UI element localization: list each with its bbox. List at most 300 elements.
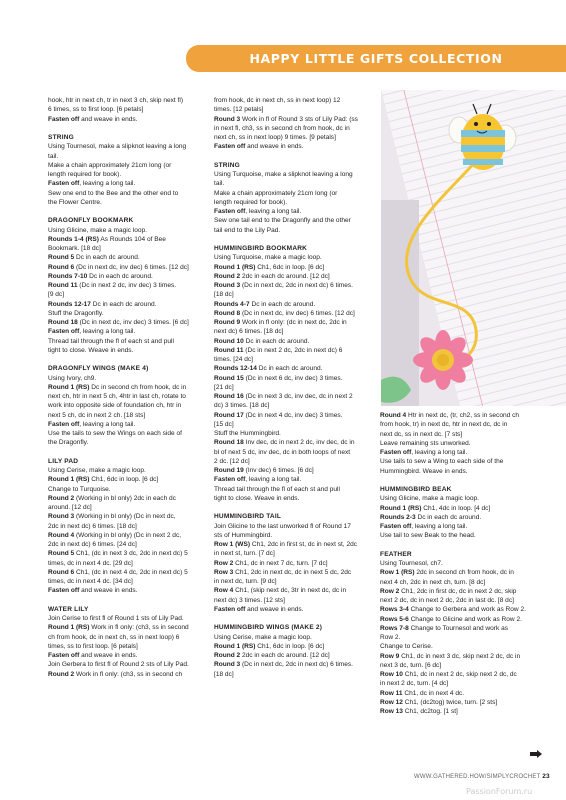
instruction-line (48, 142, 208, 151)
step-text: Change to Turquoise. (48, 485, 111, 493)
instruction-line (380, 679, 540, 688)
step-text: times, dc in next 4 dc. [34 dc] (48, 578, 133, 585)
instruction-line (214, 411, 374, 420)
instruction-line (214, 392, 374, 401)
step-text: length required for book). (214, 198, 288, 206)
step-label: Rounds 7-10 (48, 272, 88, 280)
step-label: Fasten off (48, 587, 80, 595)
instruction-line (214, 429, 374, 438)
step-text: [18 dc] (214, 670, 234, 678)
step-text: Thread tail through the fl of each st and pull (214, 485, 340, 493)
step-text: Dc in each dc around. (415, 513, 482, 521)
step-text: and weave in ends. (79, 587, 138, 595)
step-text: 2dc in next dc) 6 times. [24 dc] (48, 541, 137, 548)
instruction-line (214, 216, 374, 225)
step-label: Fasten off (214, 208, 246, 215)
step-text: Sew one tail end to the Dragonfly and the other (214, 217, 351, 225)
instruction-line (214, 207, 374, 216)
instruction-line (214, 438, 374, 447)
instruction-line (48, 152, 208, 161)
step-label: Rows 3-4 (380, 606, 409, 614)
step-text: tail end to the Lily Pad. (214, 226, 281, 234)
step-label: Row 1 (RS) (380, 569, 415, 577)
step-text: next dc, ss in next dc. [7 sts] (380, 430, 463, 438)
instruction-line (380, 605, 540, 614)
step-text: in next dc, turn. [9 dc] (214, 578, 277, 585)
step-text: 2dc in each dc around. [12 dc] (240, 272, 330, 280)
step-text: Ch1, dc in next 7 dc, turn. [7 dc] (233, 559, 328, 567)
step-text: 2dc in second ch from hook, dc in (414, 569, 514, 577)
instruction-line (214, 540, 374, 549)
instruction-line (48, 651, 208, 660)
step-label: Fasten off (48, 328, 80, 336)
step-text: and weave in ends. (245, 143, 304, 151)
section-dragonfly-bookmark (48, 216, 208, 355)
step-text: Change to Cerise. (380, 643, 433, 651)
step-text: , leaving a long tail. (411, 523, 468, 530)
step-text: Work in fl only: (dc in next dc, 2dc in (240, 319, 347, 326)
section-continued (380, 411, 540, 476)
instruction-line (214, 448, 374, 457)
instruction-line (214, 466, 374, 475)
section-water-lily (48, 605, 208, 679)
step-text: next ch, ss in next loop) 9 times. [9 petals] (214, 134, 336, 141)
step-label: Row 2 (380, 587, 400, 595)
step-text: Join Glicine to the last unworked fl of Round 17 (214, 522, 351, 530)
step-text: Ch1, (dc in next 4 dc, 2dc in next dc) 5 (74, 568, 188, 576)
instruction-line (48, 383, 208, 392)
instruction-line (214, 383, 374, 392)
step-text: Change to Tournesol and work as (408, 624, 508, 632)
instruction-line (214, 290, 374, 299)
column-middle (214, 96, 374, 688)
step-text: Using Glicine, make a magic loop. (380, 495, 479, 503)
step-label: Round 15 (214, 374, 244, 382)
instruction-line (214, 401, 374, 410)
step-label: Row 9 (380, 652, 400, 660)
instruction-line (214, 179, 374, 188)
instruction-line (48, 263, 208, 272)
banner-title: HAPPY LITTLE GIFTS COLLECTION (249, 51, 503, 66)
instruction-line (48, 253, 208, 262)
section-hummingbird-beak (380, 485, 540, 541)
step-text: and weave in ends. (79, 652, 138, 659)
step-text: Dc in each dc around. (243, 337, 310, 345)
section-heading: WATER LILY (48, 605, 89, 613)
step-text: Inv dec, dc in next 2 dc, inv dec, dc in (243, 439, 355, 447)
instruction-line (48, 337, 208, 346)
instruction-line (380, 587, 540, 596)
step-label: Round 4 (380, 412, 407, 419)
step-text: , leaving a long tail. (79, 328, 136, 336)
step-text: length required for book). (48, 171, 122, 178)
instruction-line (214, 337, 374, 346)
step-text: Make a chain approximately 21cm long (or (48, 161, 172, 169)
step-text: Row 2. (380, 634, 401, 641)
instruction-line (214, 642, 374, 651)
step-label: Row 11 (380, 689, 403, 697)
step-text: and weave in ends. (245, 605, 304, 613)
column-right (380, 411, 540, 726)
step-text: (Dc in next dc, 2dc in next dc) 6 times. (240, 661, 353, 669)
section-heading: HUMMINGBIRD BEAK (380, 486, 452, 493)
step-text: from hook, tr) in next dc, htr in next dc, dc in (380, 421, 508, 429)
instruction-line (214, 115, 374, 124)
step-label: Round 1 (RS) (214, 642, 256, 650)
continue-arrow-icon (530, 750, 542, 758)
instruction-line (380, 494, 540, 503)
step-label: Round 9 (214, 319, 241, 326)
step-text: Ch1, 2dc in next dc, dc in next 5 dc, 2dc (233, 568, 352, 576)
step-text: Ch1, 6dc in loop. [6 dc] (89, 476, 159, 484)
instruction-line (214, 327, 374, 336)
step-label: Round 2 (48, 494, 75, 502)
step-text: next dc) 3 times. [12 sts] (214, 596, 285, 604)
instruction-line (380, 411, 540, 420)
step-text: the Dragonfly. (48, 439, 89, 447)
step-text: Work in fl of Round 3 sts of Lily Pad: (ss (240, 115, 358, 123)
step-text: [15 dc] (214, 420, 234, 428)
step-label: Rows 7-8 (380, 624, 409, 632)
instruction-line (214, 457, 374, 466)
step-text: next 4 ch, 2dc in next ch, turn. [8 dc] (380, 578, 486, 586)
step-label: Round 1 (RS) (48, 383, 90, 391)
step-text: the Flower Centre. (48, 198, 102, 206)
step-text: (Dc in next 4 dc, inv dec) 3 times. (243, 411, 343, 419)
instruction-line (214, 355, 374, 364)
step-text: and weave in ends. (79, 115, 138, 123)
step-label: Round 19 (214, 467, 244, 474)
instruction-line (48, 401, 208, 410)
section-heading: FEATHER (380, 550, 412, 558)
page-footer (414, 773, 550, 780)
step-text: Work in fl only: (ch3, ss in second (89, 624, 189, 632)
instruction-line (380, 642, 540, 651)
step-text: (Working in bl only) (Dc in next 2 dc, (74, 531, 182, 539)
step-text: dc) 3 times. [18 dc] (214, 402, 270, 410)
step-text: Use tail to sew Beak to the head. (380, 532, 476, 540)
step-text: [21 dc] (214, 383, 234, 391)
instruction-line (48, 633, 208, 642)
step-text: 2dc in next dc) 6 times. [18 dc] (48, 522, 137, 530)
step-text: (Dc in next 2 dc, inv dec) 3 times. (77, 282, 177, 289)
instruction-line (380, 633, 540, 642)
step-text: Using Cerise, make a magic loop. (214, 633, 312, 641)
step-text: Ch1, (dc2tog) twice, turn. [2 sts] (402, 698, 498, 706)
step-label: Round 5 (48, 550, 75, 558)
instruction-line (214, 281, 374, 290)
step-text: Ch1, dc in next 2 dc, skip next 2 dc, dc (402, 671, 517, 678)
instruction-line (380, 661, 540, 670)
step-label: Rounds 1-4 (RS) (48, 235, 99, 243)
instruction-line (214, 253, 374, 262)
instruction-line (48, 374, 208, 383)
step-label: Round 10 (214, 337, 244, 345)
step-label: Round 11 (214, 346, 244, 354)
step-label: Round 6 (48, 568, 75, 576)
instruction-line (48, 170, 208, 179)
step-label: Rounds 4-7 (214, 300, 250, 308)
instruction-line (214, 374, 374, 383)
instruction-line (48, 96, 208, 105)
step-text: (Inv dec) 6 times. [6 dc] (243, 467, 314, 474)
instruction-line (380, 707, 540, 716)
step-label: Row 13 (380, 708, 403, 715)
footer-url: WWW.GATHERED.HOW/SIMPLYCROCHET (414, 774, 541, 780)
instruction-line (380, 531, 540, 540)
step-label: Round 2 (214, 272, 241, 280)
instruction-line (380, 578, 540, 587)
step-text: Ch1, 6dc in loop. [6 dc] (255, 642, 325, 650)
instruction-line (380, 698, 540, 707)
step-text: Make a chain approximately 21cm long (or (214, 189, 338, 197)
instruction-line (214, 559, 374, 568)
instruction-line (214, 272, 374, 281)
step-text: tail. (214, 180, 225, 188)
step-text: (Working in bl only) (Dc in next dc, (74, 513, 176, 521)
instruction-line (214, 189, 374, 198)
step-text: tight to close. Weave in ends. (48, 346, 134, 354)
instruction-line (48, 411, 208, 420)
instruction-line (214, 485, 374, 494)
step-label: Round 11 (48, 282, 78, 289)
instruction-line (214, 133, 374, 142)
step-text: Using Tournesol, ch7. (380, 560, 443, 567)
step-label: Rows 5-6 (380, 615, 409, 623)
section-continued (214, 96, 374, 152)
step-label: Rounds 12-14 (214, 365, 257, 373)
step-label: Round 3 (48, 513, 75, 521)
instruction-line (214, 198, 374, 207)
section-hummingbird-tail (214, 512, 374, 614)
step-label: Fasten off (48, 420, 80, 428)
step-text: Ch1, (dc in next 3 dc, 2dc in next dc) 5 (74, 550, 188, 558)
instruction-line (380, 670, 540, 679)
step-text: next 5 ch, dc in next 2 ch. [18 sts] (48, 411, 146, 419)
step-text: next ch, htr in next 5 ch, 4htr in last ch, rotate to (48, 393, 186, 400)
step-text: Dc in each dc around. (90, 300, 157, 308)
instruction-line (48, 614, 208, 623)
collection-banner (186, 45, 566, 72)
step-label: Fasten off (214, 605, 246, 613)
step-label: Fasten off (214, 143, 246, 151)
step-label: Rounds 12-17 (48, 300, 91, 308)
step-label: Round 18 (48, 319, 78, 326)
step-label: Fasten off (380, 449, 412, 456)
section-heading: DRAGONFLY BOOKMARK (48, 217, 134, 225)
step-text: next 3 dc, turn. [6 dc] (380, 661, 442, 669)
step-text: [9 dc] (48, 291, 65, 299)
step-text: sts of Hummingbird. (214, 531, 273, 539)
step-text: next 2 dc, dc in next 2 dc, 2dc in last dc. [8 dc] (380, 597, 514, 604)
step-text: Using Cerise, make a magic loop. (48, 467, 146, 474)
step-label: Round 4 (48, 531, 75, 539)
instruction-line (380, 448, 540, 457)
step-label: Round 5 (48, 254, 75, 262)
section-heading: STRING (48, 134, 74, 141)
instruction-line (48, 189, 208, 198)
instruction-line (48, 392, 208, 401)
step-text: Ch1, 4dc in loop. [4 dc] (421, 504, 491, 512)
instruction-line (48, 485, 208, 494)
instruction-line (48, 549, 208, 558)
step-text: hook, htr in next ch, tr in next 3 ch, skip next fl) (48, 97, 184, 104)
step-text: Using Turquoise, make a slipknot leaving a long (214, 171, 353, 178)
instruction-line (48, 272, 208, 281)
step-text: [18 dc] (214, 291, 234, 299)
instruction-line (48, 346, 208, 355)
step-text: Using Tournesol, make a slipknot leaving a long (48, 143, 187, 151)
instruction-line (380, 457, 540, 466)
step-text: Change to Gerbera and work as Row 2. (408, 606, 526, 614)
instruction-line (214, 605, 374, 614)
step-text: Using Ivory, ch9. (48, 374, 97, 382)
step-text: Hummingbird. Weave in ends. (380, 467, 468, 475)
instruction-line (48, 281, 208, 290)
instruction-line (48, 327, 208, 336)
instruction-line (214, 263, 374, 272)
step-text: , leaving a long tail. (79, 180, 136, 188)
instruction-line (48, 105, 208, 114)
step-text: from hook, dc in next ch, ss in next loop) 12 (214, 97, 341, 104)
instruction-line (214, 660, 374, 669)
step-label: Round 1 (RS) (214, 263, 256, 271)
step-text: Ch1, 6dc in loop. [6 dc] (255, 263, 325, 271)
instruction-line (214, 170, 374, 179)
step-text: (Dc in next dc, inv dec) 6 times. [12 dc] (74, 263, 189, 271)
step-label: Round 2 (214, 652, 241, 659)
instruction-line (380, 615, 540, 624)
step-label: Fasten off (48, 115, 80, 123)
instruction-line (48, 559, 208, 568)
instruction-line (48, 309, 208, 318)
step-label: Row 12 (380, 698, 403, 706)
step-text: (Working in bl only) 2dc in each dc (74, 494, 176, 502)
instruction-line (48, 300, 208, 309)
step-text: Stuff the Dragonfly. (48, 309, 104, 317)
step-text: Change to Glicine and work as Row 2. (408, 615, 522, 623)
instruction-line (380, 467, 540, 476)
instruction-line (380, 652, 540, 661)
step-text: Ch1, 2dc in first st, dc in next st, 2dc (250, 541, 357, 548)
step-label: Round 3 (214, 661, 241, 669)
instruction-line (48, 670, 208, 679)
instruction-line (214, 96, 374, 105)
bookmark-photo (381, 90, 566, 406)
instruction-line (48, 198, 208, 207)
section-heading: HUMMINGBIRD BOOKMARK (214, 245, 308, 252)
instruction-line (48, 318, 208, 327)
step-text: times. [12 petals] (214, 106, 264, 114)
step-label: Fasten off (380, 523, 412, 530)
instruction-line (48, 475, 208, 484)
instruction-line (214, 124, 374, 133)
step-text: Join Cerise to first fl of Round 1 sts of Lily Pad. (48, 615, 184, 622)
instruction-line (48, 503, 208, 512)
step-text: (Dc in next 3 dc, inv dec, dc in next 2 (243, 393, 353, 400)
step-text: tight to close. Weave in ends. (214, 494, 300, 502)
section-string (48, 133, 208, 207)
step-label: Row 2 (214, 559, 234, 567)
step-label: Rounds 2-3 (380, 513, 416, 521)
section-dragonfly-wings-make-4 (48, 364, 208, 447)
instruction-line (380, 420, 540, 429)
step-label: Round 17 (214, 411, 244, 419)
step-text: (Dc in next 6 dc, inv dec) 3 times. (243, 374, 343, 382)
section-heading: HUMMINGBIRD WINGS (MAKE 2) (214, 624, 323, 632)
section-heading: STRING (214, 161, 240, 169)
section-hummingbird-wings-make-2 (214, 623, 374, 679)
section-continued (48, 96, 208, 124)
step-text: tail. (48, 152, 59, 160)
instruction-line (48, 161, 208, 170)
instruction-line (48, 290, 208, 299)
instruction-line (214, 420, 374, 429)
instruction-line (48, 540, 208, 549)
step-text: , leaving a long tail. (245, 208, 302, 215)
step-text: Dc in second ch from hook, dc in (89, 383, 187, 391)
instruction-line (214, 142, 374, 151)
step-label: Round 1 (RS) (48, 476, 90, 484)
step-text: Ch1, 2dc in first dc, dc in next 2 dc, skip (399, 587, 517, 595)
section-feather (380, 550, 540, 717)
flower-icon (413, 330, 473, 390)
section-heading: LILY PAD (48, 457, 79, 465)
step-text: Dc in each dc around. (249, 300, 316, 308)
step-text: Leave remaining sts unworked. (380, 439, 471, 447)
step-label: Row 10 (380, 671, 403, 678)
step-text: Using Glicine, make a magic loop. (48, 226, 147, 234)
step-text: times, ss to first loop. [6 petals] (48, 642, 138, 650)
section-heading: HUMMINGBIRD TAIL (214, 513, 282, 521)
step-text: ch from hook, dc in next ch, ss in next loop) 6 (48, 633, 180, 641)
step-text: bl of next 5 dc, inv dec, dc in both loops of next (214, 448, 351, 456)
step-text: Stuff the Hummingbird. (214, 430, 281, 437)
instruction-line (214, 300, 374, 309)
step-label: Round 16 (214, 393, 244, 400)
instruction-line (214, 596, 374, 605)
instruction-line (48, 642, 208, 651)
step-text: 6 times, ss to first loop. [6 petals] (48, 106, 144, 114)
instruction-line (214, 475, 374, 484)
step-text: , leaving a long tail. (79, 420, 136, 428)
step-text: Thread tail through the fl of each st and pull (48, 337, 174, 345)
step-text: times, dc in next 4 dc. [29 dc] (48, 559, 133, 567)
step-text: next dc) 6 times. [18 dc] (214, 328, 284, 336)
step-text: work into opposite side of foundation ch, htr in (48, 402, 182, 410)
step-label: Row 3 (214, 568, 234, 576)
step-label: Round 18 (214, 439, 244, 447)
instruction-line (380, 504, 540, 513)
instruction-line (48, 577, 208, 586)
instruction-line (214, 318, 374, 327)
instruction-line (214, 549, 374, 558)
step-label: Round 8 (214, 309, 241, 317)
step-text: Join Gerbera to first fl of Round 2 sts of Lily Pad. (48, 661, 189, 669)
section-lily-pad (48, 457, 208, 596)
step-text: Ch1, (skip next dc, 3tr in next dc, dc in (233, 587, 347, 595)
instruction-line (48, 660, 208, 669)
instruction-line (214, 494, 374, 503)
instruction-line (214, 531, 374, 540)
step-text: , leaving a long tail. (411, 449, 468, 456)
instruction-line (380, 522, 540, 531)
step-text: Bookmark. [18 dc] (48, 245, 101, 252)
step-label: Fasten off (214, 476, 246, 484)
instruction-line (48, 494, 208, 503)
step-text: Ch1, dc in next 4 dc. (402, 689, 465, 697)
column-left (48, 96, 208, 688)
